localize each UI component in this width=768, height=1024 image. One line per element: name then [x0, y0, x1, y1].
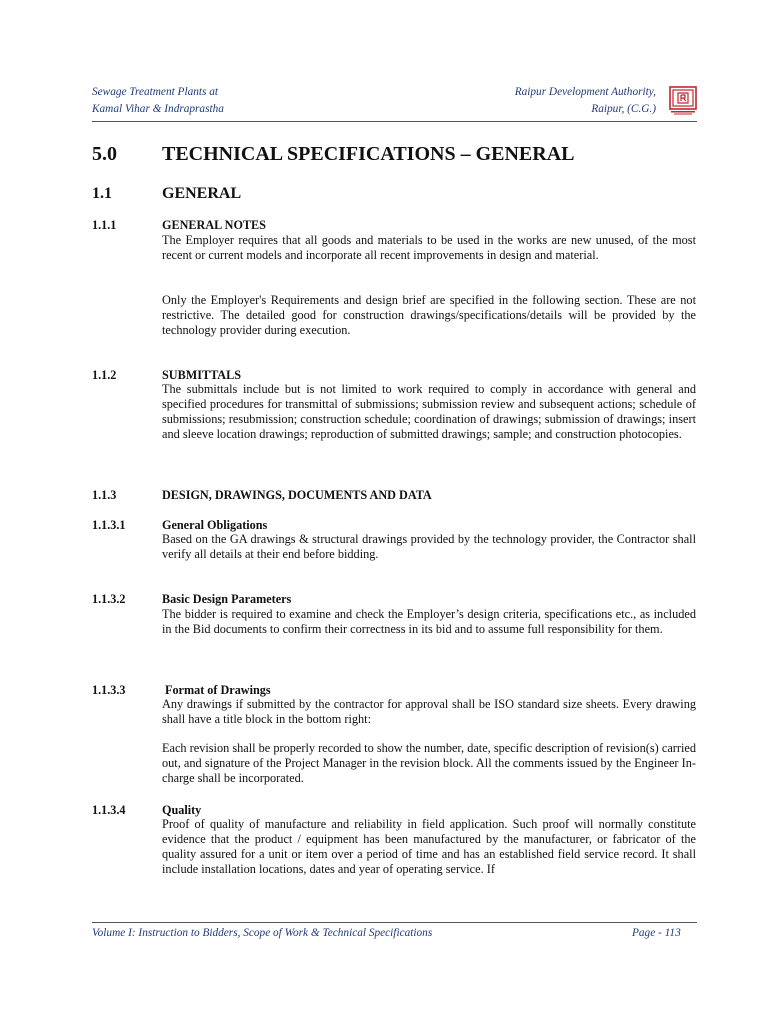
paragraph-general-notes-1: The Employer requires that all goods and materials to be used in the works are new unused, of the most recent or current models and incorporate all recent improvements in design and material. [162, 233, 696, 262]
clause-number-1-1-3: 1.1.3 [92, 488, 117, 502]
clause-title-basic-design-parameters: Basic Design Parameters [162, 592, 292, 606]
section-title: TECHNICAL SPECIFICATIONS – GENERAL [162, 143, 575, 165]
header-project-line2: Kamal Vihar & Indraprastha [92, 103, 224, 115]
header-right [515, 84, 656, 118]
header-left [92, 84, 224, 118]
clause-title-format-of-drawings: Format of Drawings [165, 683, 271, 697]
header-authority-line2: Raipur, (C.G.) [591, 103, 656, 115]
header-project-line1: Sewage Treatment Plants at [92, 86, 219, 98]
paragraph-general-obligations: Based on the GA drawings & structural drawings provided by the technology provider, the Contractor shall verify all details at their end before bidding. [162, 532, 696, 561]
clause-title-general-obligations: General Obligations [162, 518, 268, 532]
subsection-number: 1.1 [92, 185, 112, 202]
clause-number-1-1-2: 1.1.2 [92, 368, 117, 382]
clause-number-1-1-3-1: 1.1.3.1 [92, 518, 126, 532]
paragraph-submittals: The submittals include but is not limited to work required to comply in accordance with general and specified procedures for transmittal of submissions; submission review and subsequent actions; schedule of submissions; resubmission; construction schedule; coordination of drawings; submission of drawings; insert and sleeve location drawings; reproduction of submitted drawings; sample; and construction photocopies. [162, 382, 696, 441]
clause-title-submittals: SUBMITTALS [162, 368, 242, 382]
clause-title-design-drawings: DESIGN, DRAWINGS, DOCUMENTS AND DATA [162, 488, 432, 502]
rda-logo-icon [669, 86, 697, 116]
header-divider [92, 121, 697, 122]
page-number: Page - 113 [632, 927, 681, 939]
clause-title-general-notes: GENERAL NOTES [162, 218, 266, 232]
clause-title-quality: Quality [162, 803, 202, 817]
paragraph-quality: Proof of quality of manufacture and reliability in field application. Such proof will normally constitute evidence that the product / equipment has been manufactured by the manufacturer, or fabricator of the quality assured for a unit or item over a period of time and has an established field service record. It shall include installation locations, dates and year of operating service. If [162, 817, 696, 876]
section-number: 5.0 [92, 143, 117, 165]
footer-divider [92, 922, 697, 923]
paragraph-format-of-drawings-2: Each revision shall be properly recorded to show the number, date, specific description of revision(s) carried out, and signature of the Project Manager in the revision block. All the comments issued by the Engineer In-charge shall be incorporated. [162, 741, 696, 785]
clause-number-1-1-3-4: 1.1.3.4 [92, 803, 126, 817]
clause-number-1-1-3-2: 1.1.3.2 [92, 592, 126, 606]
header-authority-line1: Raipur Development Authority, [514, 86, 656, 98]
clause-number-1-1-3-3: 1.1.3.3 [92, 683, 126, 697]
paragraph-format-of-drawings-1: Any drawings if submitted by the contractor for approval shall be ISO standard size sheets. Every drawing shall have a title block in the bottom right: [162, 697, 696, 726]
paragraph-basic-design-parameters: The bidder is required to examine and check the Employer’s design criteria, specifications etc., as included in the Bid documents to confirm their correctness in its bid and to assume full responsibility for them. [162, 607, 696, 636]
subsection-title: GENERAL [162, 185, 242, 202]
footer-volume-title: Volume I: Instruction to Bidders, Scope of Work & Technical Specifications [92, 927, 433, 939]
clause-number-1-1-1: 1.1.1 [92, 218, 117, 232]
paragraph-general-notes-2: Only the Employer's Requirements and design brief are specified in the following section. These are not restrictive. The detailed good for construction drawings/specifications/details will be provided by the technology provider during execution. [162, 293, 696, 337]
